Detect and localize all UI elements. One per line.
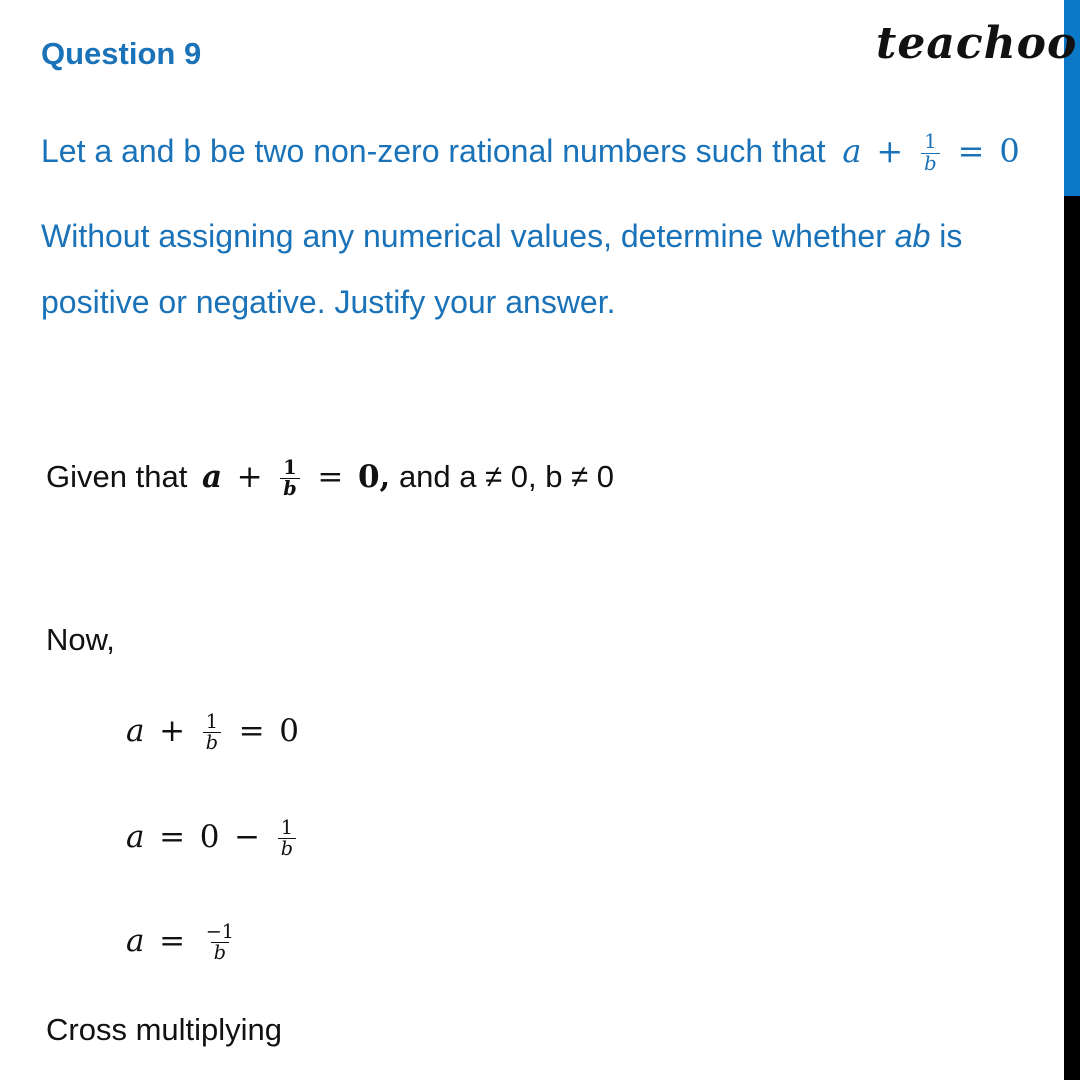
plus-sign: + <box>159 712 186 749</box>
numerator: 1 <box>205 710 218 733</box>
equals-sign: = <box>238 712 265 749</box>
var-a: a <box>126 922 145 959</box>
denominator: b <box>211 942 229 963</box>
fraction-1-over-b <box>921 132 940 175</box>
given-condition: and a ≠ 0, b ≠ 0 <box>398 458 614 494</box>
given-line <box>46 458 614 499</box>
denominator: b <box>203 732 221 753</box>
question-line-3: positive or negative. Justify your answer. <box>41 284 616 320</box>
numerator: −1 <box>205 920 235 943</box>
question-text: Without assigning any numerical values, determine whether <box>41 218 886 254</box>
equals-sign: = <box>957 132 985 170</box>
rhs-zero: 0, <box>357 458 391 495</box>
teachoo-logo: teachoo <box>876 18 1078 69</box>
rhs-zero: 0 <box>999 132 1020 170</box>
question-title: Question 9 <box>41 36 202 71</box>
zero: 0 <box>199 818 220 855</box>
plus-sign: + <box>236 458 263 495</box>
equation-2 <box>126 818 299 859</box>
fraction-1-over-b <box>278 818 296 859</box>
var-ab: ab <box>894 218 931 254</box>
denominator: b <box>280 478 299 499</box>
minus-sign: − <box>234 818 261 855</box>
numerator: 1 <box>283 456 297 479</box>
denominator: b <box>921 153 940 175</box>
var-a: a <box>842 132 862 170</box>
numerator: 1 <box>924 130 937 154</box>
now-label: Now, <box>46 622 115 657</box>
numerator: 1 <box>280 816 293 839</box>
denominator: b <box>278 838 296 859</box>
fraction-neg1-over-b <box>203 922 237 963</box>
question-text: Let a and b be two non-zero rational numbers such that <box>41 133 826 169</box>
question-text: is <box>939 218 963 254</box>
equation-3 <box>126 922 240 963</box>
equals-sign: = <box>159 818 186 855</box>
fraction-1-over-b <box>280 458 299 499</box>
cross-multiplying-label: Cross multiplying <box>46 1012 283 1047</box>
question-line-1 <box>41 132 1020 175</box>
rhs-zero: 0 <box>279 712 299 749</box>
given-text: Given that <box>46 458 188 494</box>
var-a: a <box>126 712 145 749</box>
fraction-1-over-b <box>203 712 221 753</box>
plus-sign: + <box>876 132 904 170</box>
var-a: a <box>201 458 223 495</box>
equals-sign: = <box>159 922 186 959</box>
equation-1 <box>126 712 299 753</box>
question-line-2 <box>41 218 962 255</box>
var-a: a <box>126 818 145 855</box>
equals-sign: = <box>317 458 344 495</box>
scrollbar-track[interactable] <box>1064 0 1080 1080</box>
